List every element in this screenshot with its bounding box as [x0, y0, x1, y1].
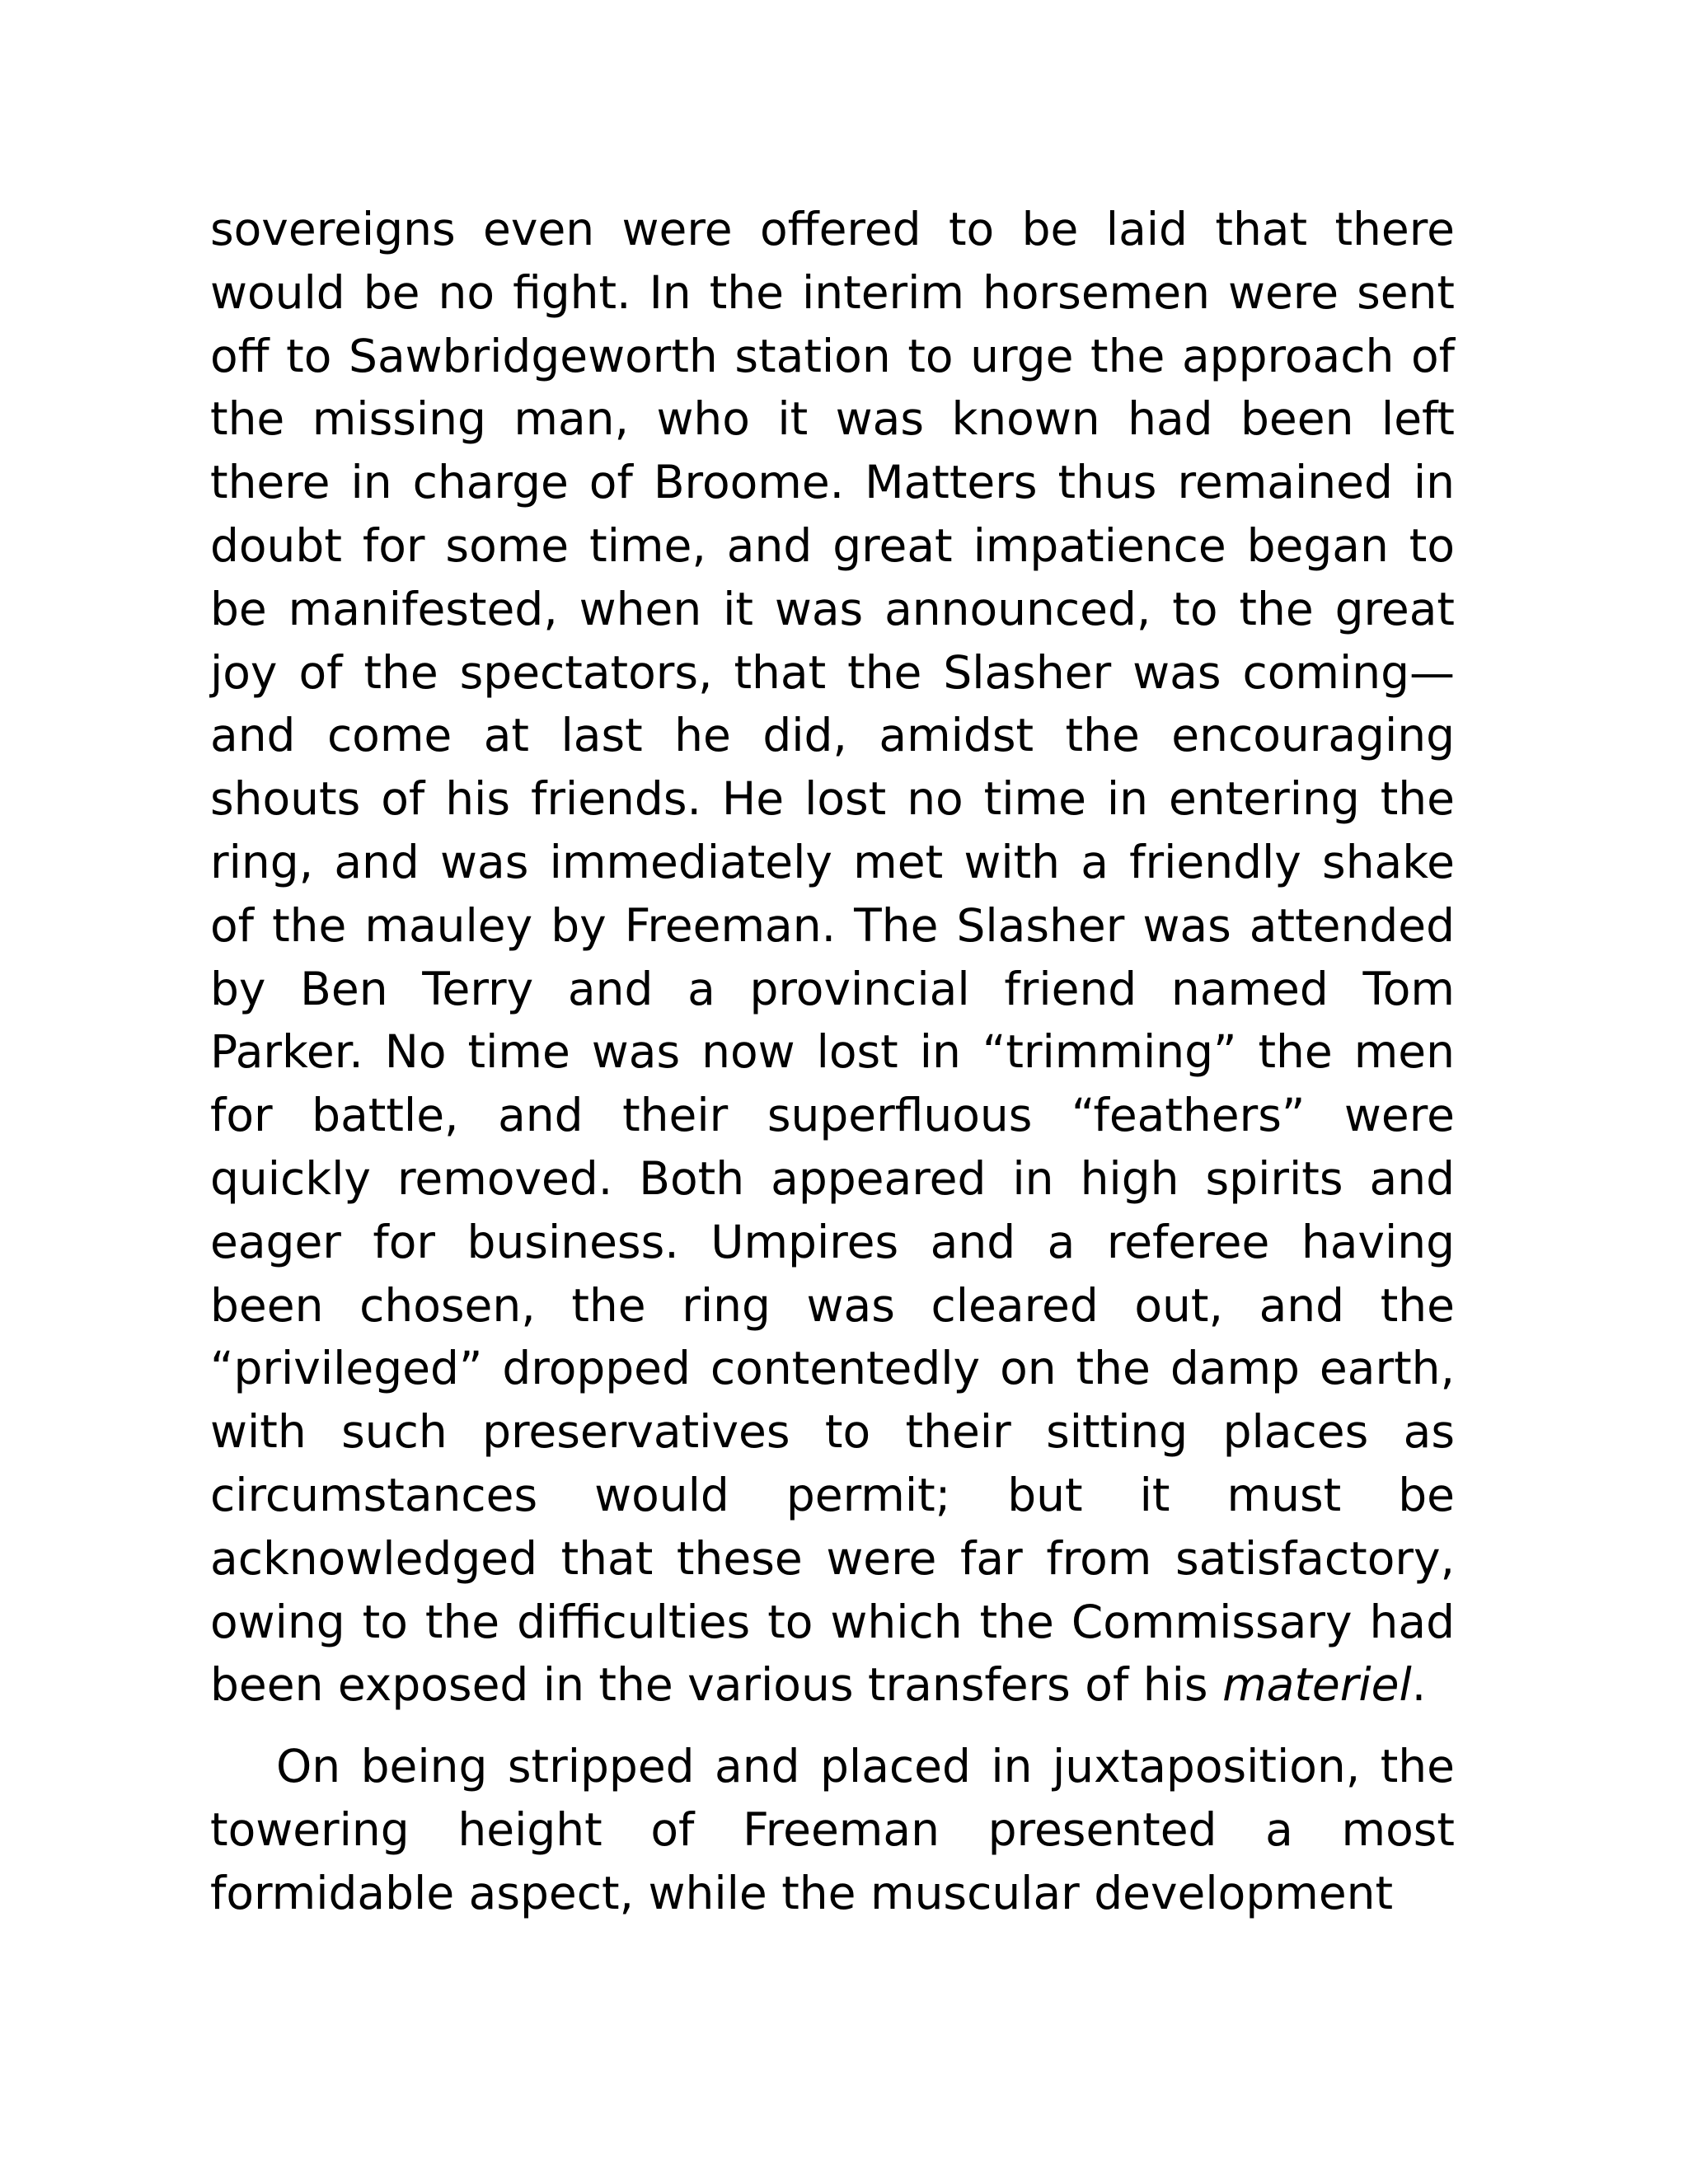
italic-word-materiel: materiel	[1222, 1658, 1412, 1712]
paragraph-1-text: sovereigns even were offered to be laid that there would be no fight. In the interim horsemen were sent off to Sawbridgeworth station to urge the approach of the missing man, who it was known had been left there in charge of Broome. Matters thus remained in doubt for some time, and great impatience began to be manifested, when it was announced, to the great joy of the spectators, that the Slasher was coming—and come at last he did, amidst the encouraging shouts of his friends. He lost no time in entering the ring, and was immediately met with a friendly shake of the mauley by Freeman. The Slasher was attended by Ben Terry and a provincial friend named Tom Parker. No time was now lost in “trimming” the men for battle, and their superfluous “feathers” were quickly removed. Both appeared in high spirits and eager for business. Umpires and a referee having been chosen, the ring was cleared out, and the “privileged” dropped contentedly on the damp earth, with such preservatives to their sitting places as circumstances would permit; but it must be acknowledged that these were far from satisfactory, owing to the difficulties to which the Commissary had been exposed in the various transfers of his	[210, 203, 1455, 1712]
body-text	[210, 198, 1455, 1925]
paragraph-2-text: On being stripped and placed in juxtaposition, the towering height of Freeman presented a most formidable aspect, while the muscular development	[210, 1740, 1455, 1919]
paragraph-1-period: .	[1411, 1658, 1427, 1712]
paragraph-2	[210, 1735, 1455, 1924]
paragraph-1	[210, 198, 1455, 1717]
